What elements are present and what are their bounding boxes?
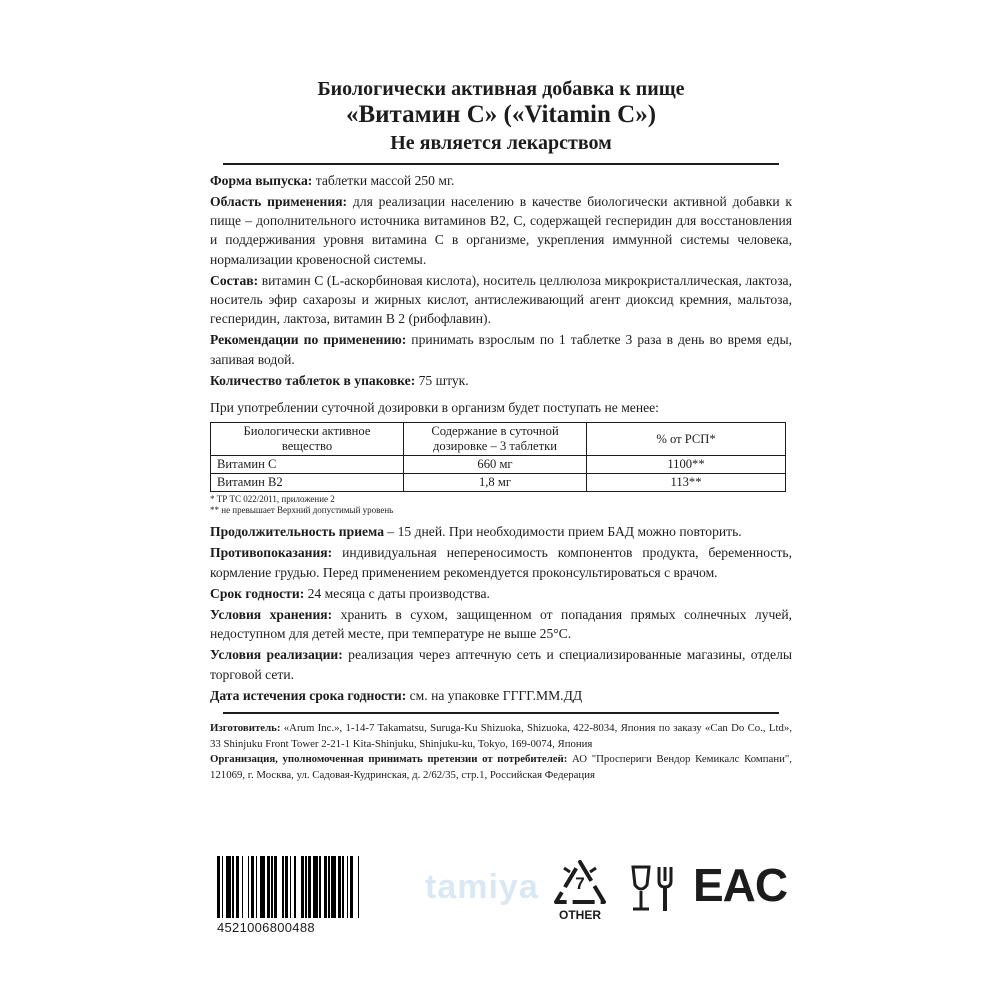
food-safe-icon (625, 861, 681, 917)
section-text: принимать взрослым по 1 таблетке 3 раза в день во время еды, запивая водой. (210, 332, 793, 367)
section-label: Рекомендации по применению: (210, 332, 407, 348)
section-sale-conditions (210, 645, 792, 683)
section-release-form (210, 171, 792, 190)
section-label: Условия хранения: (210, 607, 333, 622)
section-label: Организация, уполномоченная принимать претензии от потребителей: (210, 753, 568, 766)
claims-organization (210, 752, 792, 783)
eac-mark: EAC (693, 859, 788, 911)
section-application (210, 192, 792, 269)
footnote: * ТР ТС 022/2011, приложение 2 (210, 494, 335, 505)
table-header-cell: Содержание в суточной дозировке – 3 таблетки (404, 423, 587, 456)
barcode (217, 856, 405, 918)
table-header-cell: % от РСП* (587, 423, 786, 456)
table-cell: 113** (587, 474, 786, 492)
section-label: Изготовитель: (210, 722, 281, 735)
barcode-number: 4521006800488 (217, 920, 315, 935)
section-label: Состав: (210, 272, 259, 288)
section-text: – 15 дней. При необходимости прием БАД можно повторить. (384, 524, 742, 540)
section-shelf-life (210, 584, 792, 603)
table-header-row (211, 423, 786, 456)
barcode-gap (359, 856, 361, 918)
section-text: индивидуальная непереносимость компонентов продукта, беременность, кормление грудью. Перед применением рекомендуется проконсультироваться с врачом. (210, 545, 792, 580)
section-text: хранить в сухом, защищенном от попадания прямых солнечных лучей, недоступном для детей месте, при температуре не выше 25°С. (210, 607, 792, 642)
section-text: реализация через аптечную сеть и специализированные магазины, отделы торговой сети. (210, 647, 792, 682)
section-text: см. на упаковке ГГГГ.ММ.ДД (406, 687, 583, 703)
table-header-cell: Биологически активное вещество (211, 423, 404, 456)
divider (223, 712, 779, 714)
manufacturer (210, 721, 792, 752)
section-label: Дата истечения срока годности: (210, 687, 407, 703)
label-footer (217, 856, 788, 946)
nutrient-table (210, 422, 786, 492)
section-label: Область применения: (210, 193, 348, 209)
section-text: для реализации населению в качестве биологически активной добавки к пище – дополнительного источника витаминов В2, С, содержащей гесперидин для восстановления и поддерживания уровня витамина С в организме, укрепления иммунной системы человека, нормализации кровеносной системы. (210, 193, 793, 267)
section-quantity (210, 371, 792, 390)
manufacturer-info (210, 721, 792, 783)
table-cell: 660 мг (404, 456, 587, 474)
section-text: таблетки массой 250 мг. (312, 172, 455, 188)
table-row (211, 474, 786, 492)
section-text: витамин С (L-аскорбиновая кислота), носитель целлюлоза микрокристаллическая, лактоза, носитель эфир сахарозы и жирных кислот, антислеживающий агент диоксид кремния, мальтоза, гесперидин, лактоза, витамин В 2 (рибофлавин). (210, 272, 792, 327)
recycle-icon (550, 858, 610, 924)
divider (223, 163, 779, 165)
product-title: «Витамин С» («Vitamin C») (345, 101, 657, 128)
section-label: Противопоказания: (210, 545, 333, 561)
table-row (211, 456, 786, 474)
section-recommendations (210, 330, 792, 368)
section-contraindications (210, 543, 792, 581)
footnote: ** не превышает Верхний допустимый уровень (210, 505, 394, 516)
section-label: Продолжительность приема (210, 524, 385, 540)
section-label: Условия реализации: (210, 647, 343, 663)
recycle-number: 7 (575, 874, 585, 893)
not-medicine-notice: Не является лекарством (390, 131, 612, 154)
table-cell: 1,8 мг (404, 474, 587, 492)
section-text: «Arum Inc.», 1-14-7 Takamatsu, Suruga-Ku Shizuoka, Shizuoka, 422-8034, Япония по заказу «Can Do Co., Ltd», 33 Shinjuku Front Tower 2-21-1 Kita-Shinjuku, Shinjuku-ku, Tokyo, 169-0074, Япония (210, 722, 792, 750)
recycle-text: OTHER (559, 908, 601, 922)
header-line-1: Биологически активная добавка к пище (317, 78, 685, 100)
product-label (210, 78, 792, 783)
dosage-intro: При употреблении суточной дозировки в организм будет поступать не менее: (210, 399, 659, 415)
table-cell: Витамин В2 (211, 474, 404, 492)
section-text: АО "Проспериги Вендор Кемикалс Компани", 121069, г. Москва, ул. Садовая-Кудринская, д. 2/62/35, стр.1, Российская Федерация (210, 753, 792, 781)
sections-top (210, 171, 792, 390)
table-cell: 1100** (587, 456, 786, 474)
section-label: Форма выпуска: (210, 172, 313, 188)
sections-bottom (210, 522, 792, 705)
section-expiry-date (210, 686, 792, 705)
section-duration (210, 522, 792, 541)
section-text: 75 штук. (415, 372, 469, 388)
section-storage (210, 605, 792, 643)
label-header (210, 78, 792, 155)
table-cell: Витамин С (211, 456, 404, 474)
watermark: tamiya (425, 868, 539, 906)
section-text: 24 месяца с даты производства. (304, 585, 490, 601)
section-label: Срок годности: (210, 585, 305, 601)
section-label: Количество таблеток в упаковке: (210, 372, 416, 388)
section-composition (210, 271, 792, 329)
